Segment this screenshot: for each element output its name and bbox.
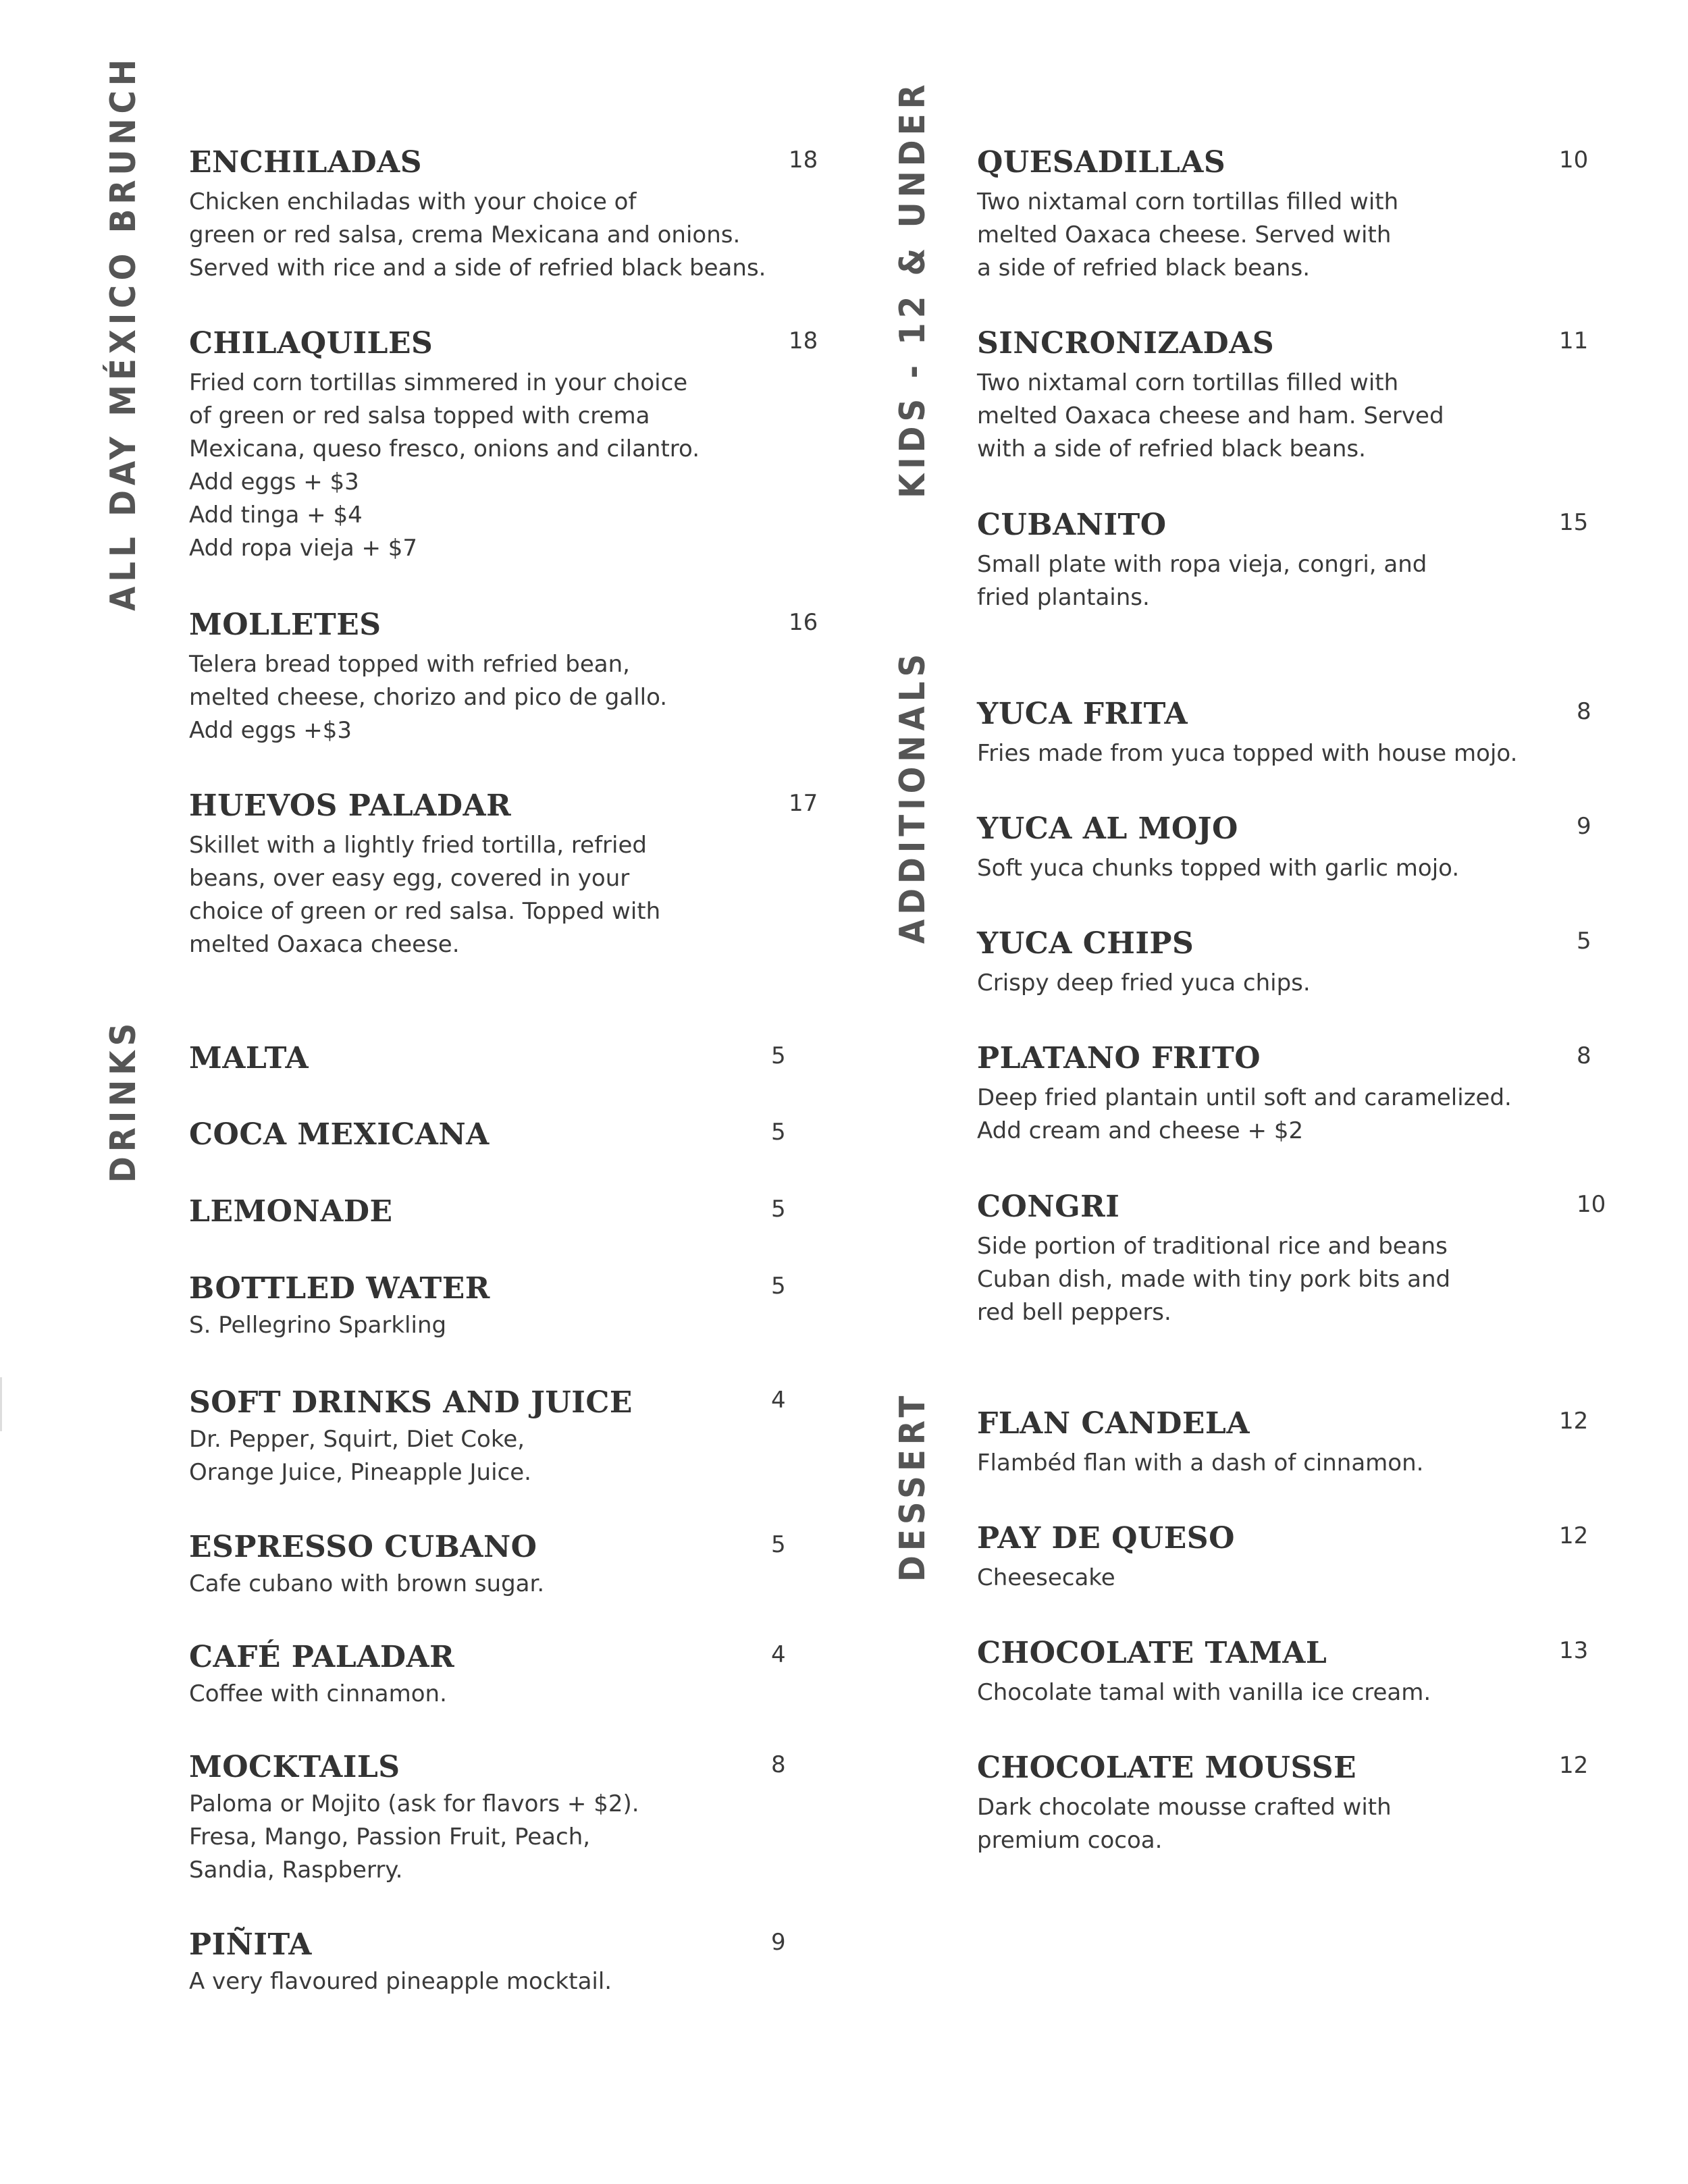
item-name: COCA MEXICANA bbox=[189, 1117, 490, 1152]
item-description: Chicken enchiladas with your choice of green or red salsa, crema Mexicana and onions. Served with rice and a side of refried black beans. bbox=[189, 188, 766, 282]
item-price: 5 bbox=[771, 1531, 786, 1558]
item-name: YUCA CHIPS bbox=[977, 926, 1194, 961]
item-price: 18 bbox=[789, 147, 818, 174]
item-description: Flambéd flan with a dash of cinnamon. bbox=[977, 1449, 1424, 1476]
item-description: A very flavoured pineapple mocktail. bbox=[189, 1968, 612, 1995]
item-name: SOFT DRINKS AND JUICE bbox=[189, 1385, 633, 1420]
item-price: 5 bbox=[771, 1119, 786, 1146]
item-price: 5 bbox=[771, 1196, 786, 1223]
item-description: Chocolate tamal with vanilla ice cream. bbox=[977, 1679, 1431, 1706]
item-price: 16 bbox=[789, 609, 818, 636]
item-name: CUBANITO bbox=[977, 508, 1167, 542]
item-description: Deep fried plantain until soft and caramelized. Add cream and cheese + $2 bbox=[977, 1084, 1512, 1144]
item-price: 12 bbox=[1559, 1752, 1589, 1779]
item-price: 8 bbox=[771, 1751, 786, 1778]
item-name: MALTA bbox=[189, 1041, 309, 1075]
item-price: 4 bbox=[771, 1387, 786, 1414]
item-price: 9 bbox=[1577, 813, 1591, 840]
item-description: Paloma or Mojito (ask for flavors + $2). Fresa, Mango, Passion Fruit, Peach, Sandia, Raspberry. bbox=[189, 1790, 639, 1884]
item-description: Coffee with cinnamon. bbox=[189, 1680, 447, 1707]
item-name: CONGRI bbox=[977, 1190, 1120, 1224]
item-description: Skillet with a lightly fried tortilla, refried beans, over easy egg, covered in your choice of green or red salsa. Topped with melted Oaxaca cheese. bbox=[189, 832, 661, 958]
item-price: 15 bbox=[1559, 509, 1589, 536]
item-price: 18 bbox=[789, 327, 818, 354]
item-price: 13 bbox=[1559, 1637, 1589, 1664]
item-price: 17 bbox=[789, 790, 818, 817]
item-price: 12 bbox=[1559, 1408, 1589, 1435]
item-description: Cafe cubano with brown sugar. bbox=[189, 1570, 545, 1597]
item-name: MOCKTAILS bbox=[189, 1750, 400, 1784]
item-price: 10 bbox=[1559, 147, 1589, 174]
item-price: 9 bbox=[771, 1929, 786, 1956]
page-edge-mark bbox=[0, 1377, 2, 1431]
item-name: HUEVOS PALADAR bbox=[189, 789, 512, 823]
item-name: PIÑITA bbox=[189, 1927, 312, 1962]
item-name: BOTTLED WATER bbox=[189, 1271, 490, 1306]
item-name: CHILAQUILES bbox=[189, 326, 433, 361]
item-name: SINCRONIZADAS bbox=[977, 326, 1275, 361]
item-description: Two nixtamal corn tortillas filled with melted Oaxaca cheese and ham. Served with a side of refried black beans. bbox=[977, 369, 1444, 462]
item-name: LEMONADE bbox=[189, 1194, 393, 1229]
item-price: 4 bbox=[771, 1641, 786, 1668]
item-description: Cheesecake bbox=[977, 1564, 1115, 1591]
item-description: Side portion of traditional rice and beans Cuban dish, made with tiny pork bits and red bell peppers. bbox=[977, 1233, 1451, 1326]
item-name: ENCHILADAS bbox=[189, 145, 423, 180]
item-description: Dark chocolate mousse crafted with premium cocoa. bbox=[977, 1794, 1392, 1854]
item-description: Small plate with ropa vieja, congri, and fried plantains. bbox=[977, 551, 1427, 611]
item-name: YUCA FRITA bbox=[977, 697, 1188, 731]
item-description: S. Pellegrino Sparkling bbox=[189, 1312, 447, 1339]
item-description: Crispy deep fried yuca chips. bbox=[977, 969, 1311, 996]
item-name: MOLLETES bbox=[189, 608, 381, 642]
item-price: 12 bbox=[1559, 1522, 1589, 1549]
item-description: Telera bread topped with refried bean, melted cheese, chorizo and pico de gallo. Add eggs +$3 bbox=[189, 651, 668, 744]
item-name: FLAN CANDELA bbox=[977, 1406, 1250, 1441]
item-name: CHOCOLATE TAMAL bbox=[977, 1636, 1327, 1670]
item-description: Fried corn tortillas simmered in your choice of green or red salsa topped with crema Mexicana, queso fresco, onions and cilantro. Add eggs + $3 Add tinga + $4 Add ropa vieja + $7 bbox=[189, 369, 700, 562]
item-price: 8 bbox=[1577, 1042, 1591, 1069]
item-name: PLATANO FRITO bbox=[977, 1041, 1261, 1075]
item-price: 5 bbox=[1577, 928, 1591, 955]
item-price: 11 bbox=[1559, 327, 1589, 354]
item-description: Soft yuca chunks topped with garlic mojo. bbox=[977, 855, 1460, 882]
item-description: Dr. Pepper, Squirt, Diet Coke, Orange Juice, Pineapple Juice. bbox=[189, 1426, 531, 1486]
item-name: ESPRESSO CUBANO bbox=[189, 1530, 537, 1564]
item-price: 5 bbox=[771, 1273, 786, 1300]
item-name: QUESADILLAS bbox=[977, 145, 1226, 180]
item-price: 10 bbox=[1577, 1191, 1606, 1218]
item-name: YUCA AL MOJO bbox=[977, 811, 1238, 846]
item-name: PAY DE QUESO bbox=[977, 1521, 1235, 1555]
item-price: 8 bbox=[1577, 698, 1591, 725]
item-name: CAFÉ PALADAR bbox=[189, 1640, 455, 1674]
item-description: Fries made from yuca topped with house mojo. bbox=[977, 740, 1518, 767]
item-description: Two nixtamal corn tortillas filled with melted Oaxaca cheese. Served with a side of refried black beans. bbox=[977, 188, 1399, 282]
item-name: CHOCOLATE MOUSSE bbox=[977, 1751, 1357, 1785]
item-price: 5 bbox=[771, 1042, 786, 1069]
